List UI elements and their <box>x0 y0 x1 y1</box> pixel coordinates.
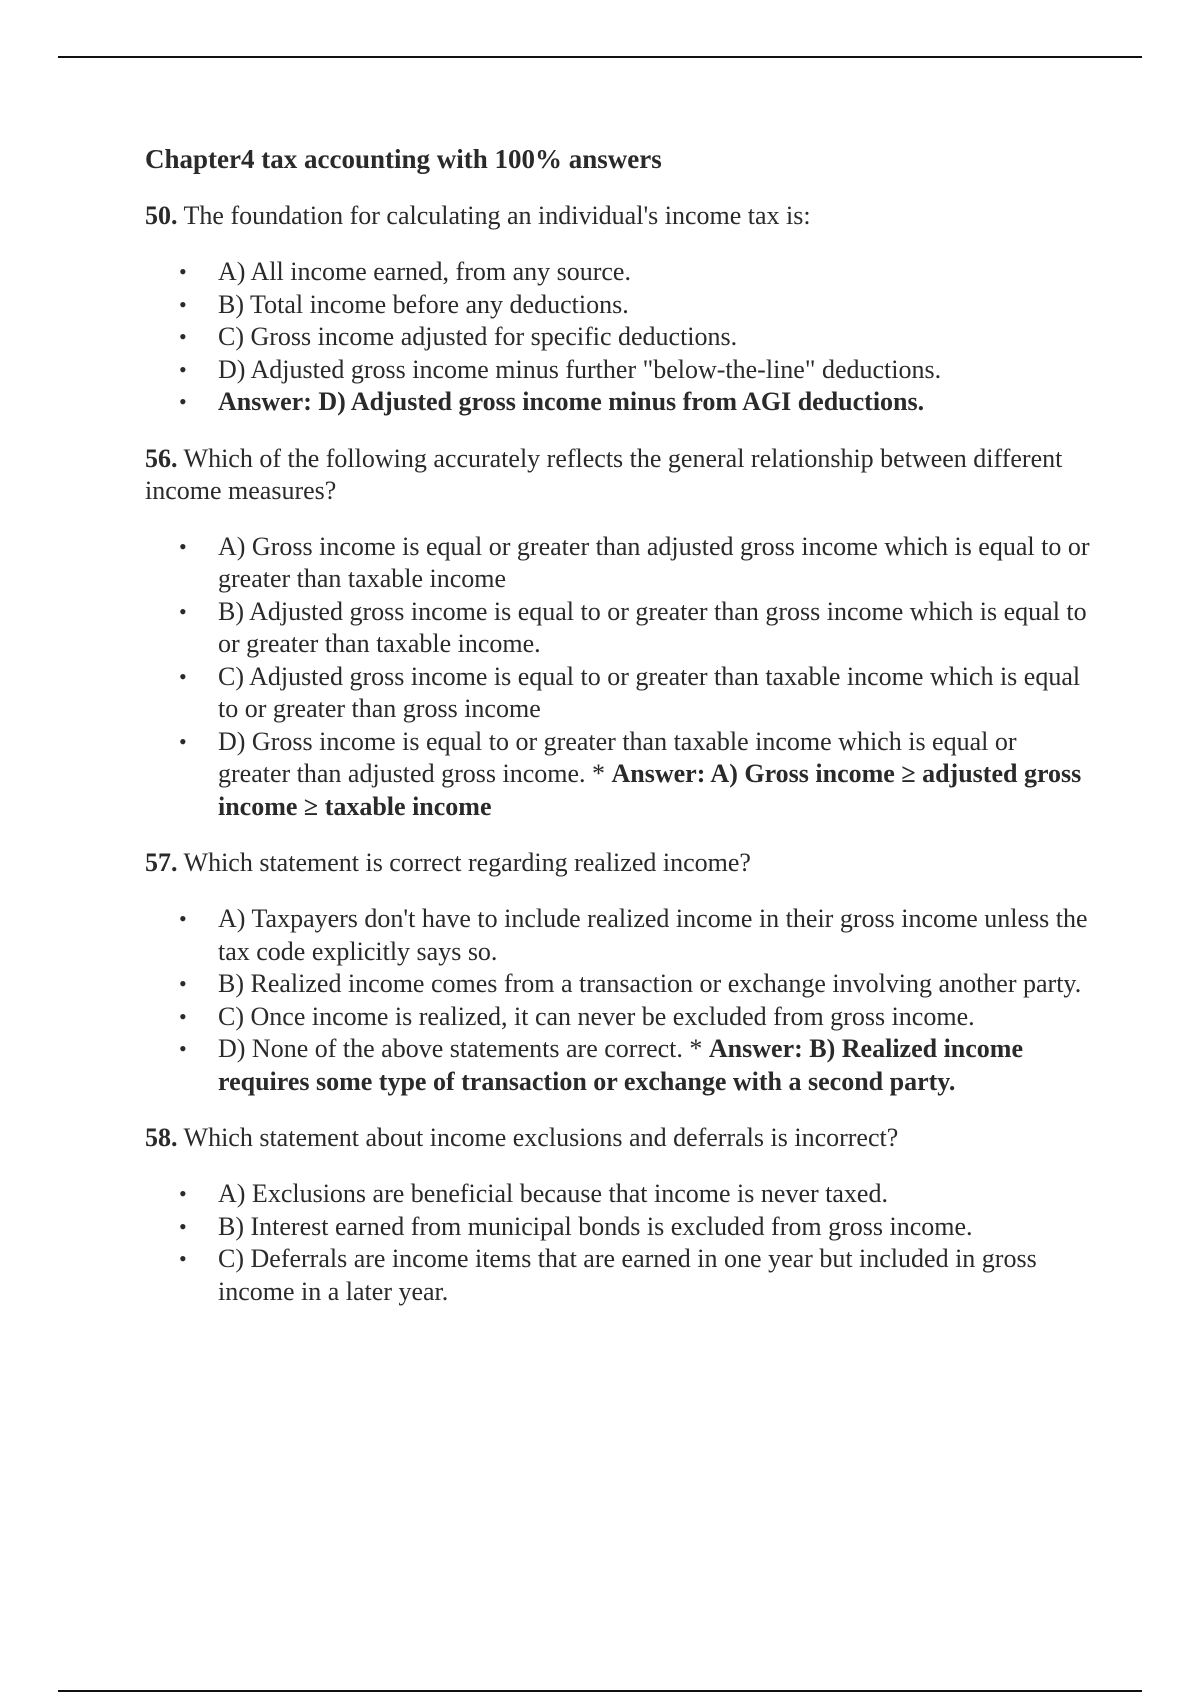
option-text: A) Taxpayers don't have to include realized income in their gross income unless the tax code explicitly says so. <box>218 904 1088 966</box>
bullet-icon: • <box>179 906 187 931</box>
option-item <box>179 289 1090 322</box>
option-item <box>179 903 1090 968</box>
question-number: 56. <box>145 443 178 473</box>
bullet-icon: • <box>179 324 187 349</box>
option-item <box>179 1033 1090 1098</box>
option-item <box>179 1211 1090 1244</box>
option-text: C) Adjusted gross income is equal to or greater than taxable income which is equal to or greater than gross income <box>218 661 1081 723</box>
option-text: B) Adjusted gross income is equal to or greater than gross income which is equal to or greater than taxable income. <box>218 596 1087 658</box>
option-text: B) Interest earned from municipal bonds is excluded from gross income. <box>218 1211 973 1241</box>
bullet-icon: • <box>179 598 187 624</box>
bullet-icon: • <box>179 259 187 284</box>
option-text: D) Gross income is equal to or greater than taxable income which is equal or greater than adjusted gross income. * <box>218 726 1017 788</box>
option-item <box>179 661 1090 726</box>
question-text: Which statement is correct regarding realized income? <box>183 848 751 877</box>
option-text: C) Gross income adjusted for specific deductions. <box>218 322 738 351</box>
answer-text: Answer: D) Adjusted gross income minus from AGI deductions. <box>218 387 925 416</box>
option-item <box>179 1178 1090 1211</box>
option-text: A) Gross income is equal or greater than adjusted gross income which is equal to or greater than taxable income <box>218 531 1090 593</box>
top-rule <box>58 56 1142 58</box>
bullet-icon: • <box>179 971 187 996</box>
option-text: B) Total income before any deductions. <box>218 289 629 319</box>
option-item <box>179 321 1090 354</box>
question-57-options <box>145 903 1090 1098</box>
option-text: C) Deferrals are income items that are earned in one year but included in gross income in a later year. <box>218 1244 1037 1306</box>
option-item <box>179 256 1090 289</box>
question-text: Which of the following accurately reflects the general relationship between different income measures? <box>145 443 1063 505</box>
answer-item <box>179 386 1090 419</box>
question-text: Which statement about income exclusions and deferrals is incorrect? <box>183 1123 899 1152</box>
option-item <box>179 1243 1090 1308</box>
option-text: D) Adjusted gross income minus further "below-the-line" deductions. <box>218 354 942 384</box>
question-57 <box>145 847 1090 879</box>
bullet-icon: • <box>179 291 187 317</box>
question-58 <box>145 1122 1090 1154</box>
document-body <box>145 142 1090 1332</box>
bullet-icon: • <box>179 1003 187 1029</box>
question-number: 57. <box>145 848 178 877</box>
answer-text: Answer: A) Gross income ≥ adjusted gross income ≥ taxable income <box>218 759 1082 821</box>
option-text: C) Once income is realized, it can never be excluded from gross income. <box>218 1001 975 1031</box>
question-56-options <box>145 531 1090 824</box>
bullet-icon: • <box>179 1246 187 1271</box>
option-text: B) Realized income comes from a transaction or exchange involving another party. <box>218 969 1082 998</box>
question-56 <box>145 443 1090 507</box>
bullet-icon: • <box>179 1213 187 1239</box>
option-item <box>179 531 1090 596</box>
option-item <box>179 596 1090 661</box>
bullet-icon: • <box>179 728 187 754</box>
bullet-icon: • <box>179 356 187 382</box>
option-text: A) All income earned, from any source. <box>218 257 631 286</box>
question-50 <box>145 200 1090 232</box>
option-item <box>179 354 1090 387</box>
option-text: D) None of the above statements are correct. * <box>218 1034 709 1063</box>
bullet-icon: • <box>179 1181 187 1206</box>
bullet-icon: • <box>179 1036 187 1061</box>
question-text: The foundation for calculating an individual's income tax is: <box>183 201 811 230</box>
option-item <box>179 1001 1090 1034</box>
question-50-options <box>145 256 1090 419</box>
option-item <box>179 726 1090 824</box>
bottom-rule <box>58 1690 1142 1692</box>
answer-text: Answer: B) Realized income requires some type of transaction or exchange with a second party. <box>218 1034 1024 1096</box>
bullet-icon: • <box>179 663 187 689</box>
question-number: 58. <box>145 1123 178 1152</box>
option-item <box>179 968 1090 1001</box>
question-number: 50. <box>145 201 178 230</box>
option-text: A) Exclusions are beneficial because that income is never taxed. <box>218 1179 888 1208</box>
document-title: Chapter4 tax accounting with 100% answers <box>145 144 662 174</box>
question-58-options <box>145 1178 1090 1308</box>
bullet-icon: • <box>179 389 187 414</box>
bullet-icon: • <box>179 533 187 559</box>
